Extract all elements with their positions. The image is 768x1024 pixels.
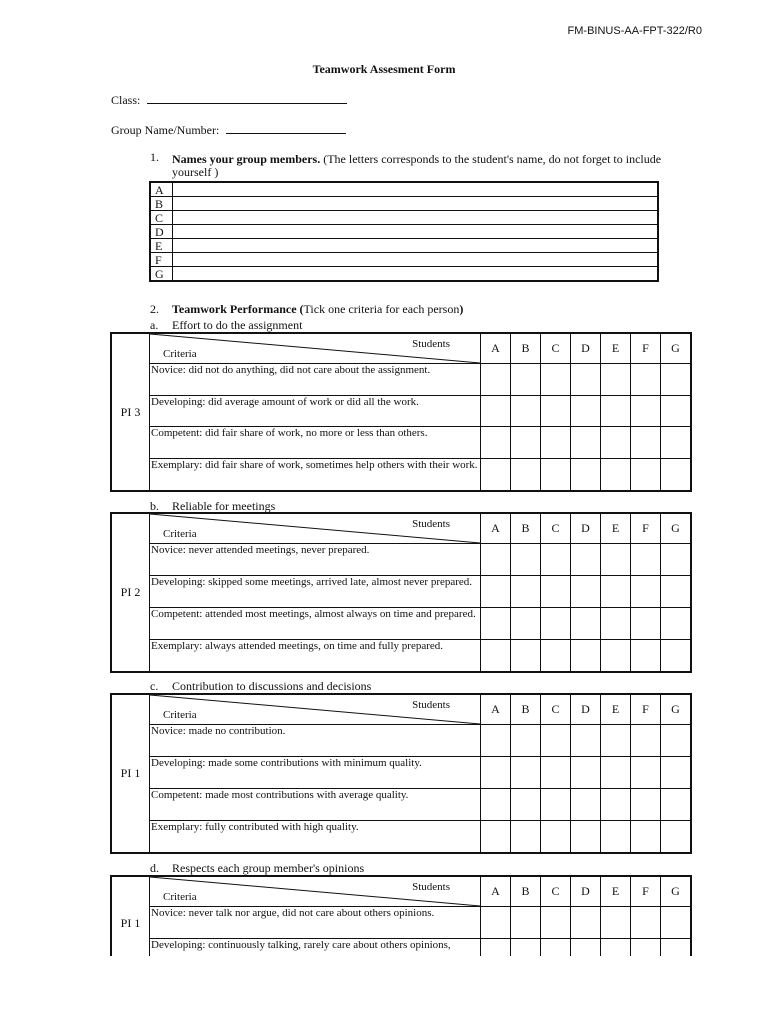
rubric-header-row [111,694,691,725]
member-name-cell[interactable] [173,253,659,267]
tick-cell[interactable] [601,757,631,789]
student-column-header: G [661,513,692,544]
performance-indicator: PI 2 [111,513,150,672]
criteria-description: Novice: never talk nor argue, did not care about others opinions. [150,907,481,939]
tick-cell[interactable] [511,907,541,939]
member-name-cell[interactable] [173,225,659,239]
section-title: Contribution to discussions and decisions [172,679,372,693]
member-row [150,197,658,211]
student-column-header: A [481,876,511,907]
tick-cell[interactable] [571,459,601,492]
tick-cell[interactable] [541,608,571,640]
tick-cell[interactable] [511,821,541,854]
tick-cell[interactable] [601,821,631,854]
criteria-row [111,789,691,821]
section-letter: d. [150,861,159,875]
performance-indicator: PI 3 [111,333,150,491]
tick-cell[interactable] [481,608,511,640]
tick-cell[interactable] [481,757,511,789]
tick-cell[interactable] [571,396,601,427]
tick-cell[interactable] [571,640,601,673]
criteria-description: Novice: made no contribution. [150,725,481,757]
tick-cell[interactable] [511,427,541,459]
tick-cell[interactable] [661,576,692,608]
question-2-text [172,302,463,317]
tick-cell[interactable] [511,725,541,757]
tick-cell[interactable] [571,725,601,757]
criteria-description: Exemplary: did fair share of work, sometimes help others with their work. [150,459,481,492]
criteria-row [111,939,691,957]
member-letter: G [150,267,173,282]
student-column-header: A [481,694,511,725]
member-row [150,253,658,267]
student-column-header: E [601,513,631,544]
diagonal-header-cell [150,513,481,544]
student-column-header: G [661,333,692,364]
student-column-header: B [511,333,541,364]
student-column-header: G [661,694,692,725]
tick-cell[interactable] [541,544,571,576]
member-letter: F [150,253,173,267]
group-label: Group Name/Number: [111,123,220,137]
question-1-text [172,153,672,179]
class-label: Class: [111,93,141,107]
tick-cell[interactable] [541,789,571,821]
tick-cell[interactable] [601,725,631,757]
criteria-description: Developing: continuously talking, rarely care about others opinions, [150,939,481,957]
student-column-header: D [571,513,601,544]
rubric-table [110,693,692,854]
question-2-close: ) [459,302,464,316]
criteria-header-label: Criteria [163,348,197,360]
student-column-header: D [571,876,601,907]
tick-cell[interactable] [631,939,661,957]
question-2-number: 2. [150,302,159,316]
tick-cell[interactable] [661,789,692,821]
rubric-table [110,512,692,673]
rubric-header-row [111,333,691,364]
tick-cell[interactable] [631,544,661,576]
tick-cell[interactable] [661,821,692,854]
member-name-cell[interactable] [173,182,659,197]
tick-cell[interactable] [571,364,601,396]
tick-cell[interactable] [511,396,541,427]
tick-cell[interactable] [481,364,511,396]
tick-cell[interactable] [541,939,571,957]
tick-cell[interactable] [601,544,631,576]
criteria-description: Developing: made some contributions with minimum quality. [150,757,481,789]
tick-cell[interactable] [511,576,541,608]
criteria-row [111,544,691,576]
member-row [150,267,658,282]
tick-cell[interactable] [631,725,661,757]
member-row [150,211,658,225]
tick-cell[interactable] [481,640,511,673]
criteria-description: Competent: made most contributions with average quality. [150,789,481,821]
students-header-label: Students [412,338,450,350]
tick-cell[interactable] [571,939,601,957]
tick-cell[interactable] [571,576,601,608]
tick-cell[interactable] [601,907,631,939]
tick-cell[interactable] [541,640,571,673]
tick-cell[interactable] [481,821,511,854]
tick-cell[interactable] [661,640,692,673]
tick-cell[interactable] [631,821,661,854]
criteria-row [111,640,691,673]
tick-cell[interactable] [541,364,571,396]
tick-cell[interactable] [511,789,541,821]
page-title: Teamwork Assesment Form [312,62,456,76]
tick-cell[interactable] [541,459,571,492]
student-column-header: C [541,513,571,544]
tick-cell[interactable] [631,396,661,427]
section-title: Effort to do the assignment [172,318,303,332]
criteria-description: Exemplary: fully contributed with high quality. [150,821,481,854]
student-column-header: D [571,694,601,725]
criteria-description: Competent: did fair share of work, no more or less than others. [150,427,481,459]
tick-cell[interactable] [661,725,692,757]
diagonal-header-cell [150,333,481,364]
students-header-label: Students [412,518,450,530]
tick-cell[interactable] [631,576,661,608]
tick-cell[interactable] [631,459,661,492]
tick-cell[interactable] [511,364,541,396]
criteria-row [111,757,691,789]
question-1-bold: Names your group members. [172,152,321,166]
tick-cell[interactable] [661,757,692,789]
student-column-header: E [601,333,631,364]
tick-cell[interactable] [601,427,631,459]
member-letter: D [150,225,173,239]
tick-cell[interactable] [601,364,631,396]
members-table [149,181,659,282]
tick-cell[interactable] [601,459,631,492]
member-letter: A [150,182,173,197]
student-column-header: C [541,694,571,725]
tick-cell[interactable] [481,396,511,427]
tick-cell[interactable] [511,757,541,789]
criteria-row [111,427,691,459]
criteria-description: Novice: did not do anything, did not care about the assignment. [150,364,481,396]
criteria-row [111,364,691,396]
member-name-cell[interactable] [173,197,659,211]
criteria-description: Competent: attended most meetings, almost always on time and prepared. [150,608,481,640]
criteria-row [111,576,691,608]
student-column-header: B [511,876,541,907]
tick-cell[interactable] [541,427,571,459]
student-column-header: F [631,513,661,544]
tick-cell[interactable] [601,576,631,608]
student-column-header: A [481,333,511,364]
tick-cell[interactable] [631,757,661,789]
tick-cell[interactable] [511,640,541,673]
class-blank-line[interactable] [147,91,347,104]
tick-cell[interactable] [631,789,661,821]
tick-cell[interactable] [511,544,541,576]
section-letter: c. [150,679,159,693]
criteria-row [111,608,691,640]
tick-cell[interactable] [541,396,571,427]
tick-cell[interactable] [541,725,571,757]
member-row [150,182,658,197]
question-2-instructions: Tick one criteria for each person [303,302,460,316]
student-column-header: B [511,513,541,544]
criteria-description: Exemplary: always attended meetings, on time and fully prepared. [150,640,481,673]
tick-cell[interactable] [601,640,631,673]
tick-cell[interactable] [661,608,692,640]
tick-cell[interactable] [661,459,692,492]
criteria-row [111,396,691,427]
tick-cell[interactable] [661,427,692,459]
member-name-cell[interactable] [173,239,659,253]
group-field [111,121,346,138]
tick-cell[interactable] [481,789,511,821]
rubric-table [110,875,692,956]
students-header-label: Students [412,881,450,893]
question-2-bold: Teamwork Performance ( [172,302,304,316]
tick-cell[interactable] [601,396,631,427]
tick-cell[interactable] [661,364,692,396]
tick-cell[interactable] [481,939,511,957]
question-1-instructions: (The letters corresponds to the student's name, do not forget to include yourself ) [172,152,662,179]
class-field [111,91,347,108]
document-id: FM-BINUS-AA-FPT-322/R0 [567,25,702,37]
tick-cell[interactable] [571,427,601,459]
tick-cell[interactable] [631,907,661,939]
tick-cell[interactable] [631,427,661,459]
student-column-header: F [631,333,661,364]
tick-cell[interactable] [481,544,511,576]
tick-cell[interactable] [481,725,511,757]
rubric-header-row [111,513,691,544]
section-title: Respects each group member's opinions [172,861,365,875]
diagonal-header-cell [150,876,481,907]
member-row [150,239,658,253]
section-title: Reliable for meetings [172,499,276,513]
member-name-cell[interactable] [173,211,659,225]
student-column-header: F [631,876,661,907]
tick-cell[interactable] [631,640,661,673]
criteria-header-label: Criteria [163,709,197,721]
tick-cell[interactable] [481,907,511,939]
tick-cell[interactable] [511,608,541,640]
student-column-header: E [601,694,631,725]
section-letter: b. [150,499,159,513]
rubric-table [110,332,692,492]
member-letter: C [150,211,173,225]
tick-cell[interactable] [601,608,631,640]
criteria-row [111,907,691,939]
criteria-row [111,821,691,854]
tick-cell[interactable] [511,459,541,492]
tick-cell[interactable] [541,576,571,608]
group-blank-line[interactable] [226,121,346,134]
tick-cell[interactable] [511,939,541,957]
member-letter: B [150,197,173,211]
diagonal-header-cell [150,694,481,725]
criteria-header-label: Criteria [163,891,197,903]
criteria-description: Developing: did average amount of work or did all the work. [150,396,481,427]
performance-indicator: PI 1 [111,694,150,853]
member-row [150,225,658,239]
member-name-cell[interactable] [173,267,659,282]
student-column-header: F [631,694,661,725]
tick-cell[interactable] [571,757,601,789]
student-column-header: A [481,513,511,544]
tick-cell[interactable] [571,821,601,854]
tick-cell[interactable] [631,364,661,396]
student-column-header: G [661,876,692,907]
question-1-number: 1. [150,150,159,164]
tick-cell[interactable] [571,608,601,640]
student-column-header: B [511,694,541,725]
tick-cell[interactable] [601,939,631,957]
tick-cell[interactable] [481,576,511,608]
tick-cell[interactable] [661,544,692,576]
tick-cell[interactable] [541,757,571,789]
criteria-description: Novice: never attended meetings, never prepared. [150,544,481,576]
tick-cell[interactable] [631,608,661,640]
tick-cell[interactable] [541,821,571,854]
criteria-description: Developing: skipped some meetings, arrived late, almost never prepared. [150,576,481,608]
student-column-header: C [541,876,571,907]
students-header-label: Students [412,699,450,711]
tick-cell[interactable] [571,789,601,821]
student-column-header: C [541,333,571,364]
section-letter: a. [150,318,159,332]
criteria-row [111,459,691,492]
tick-cell[interactable] [661,907,692,939]
performance-indicator: PI 1 [111,876,150,956]
tick-cell[interactable] [661,396,692,427]
tick-cell[interactable] [571,544,601,576]
tick-cell[interactable] [571,907,601,939]
rubric-header-row [111,876,691,907]
tick-cell[interactable] [601,789,631,821]
tick-cell[interactable] [481,427,511,459]
criteria-row [111,725,691,757]
tick-cell[interactable] [661,939,692,957]
student-column-header: D [571,333,601,364]
student-column-header: E [601,876,631,907]
criteria-header-label: Criteria [163,528,197,540]
tick-cell[interactable] [481,459,511,492]
tick-cell[interactable] [541,907,571,939]
member-letter: E [150,239,173,253]
